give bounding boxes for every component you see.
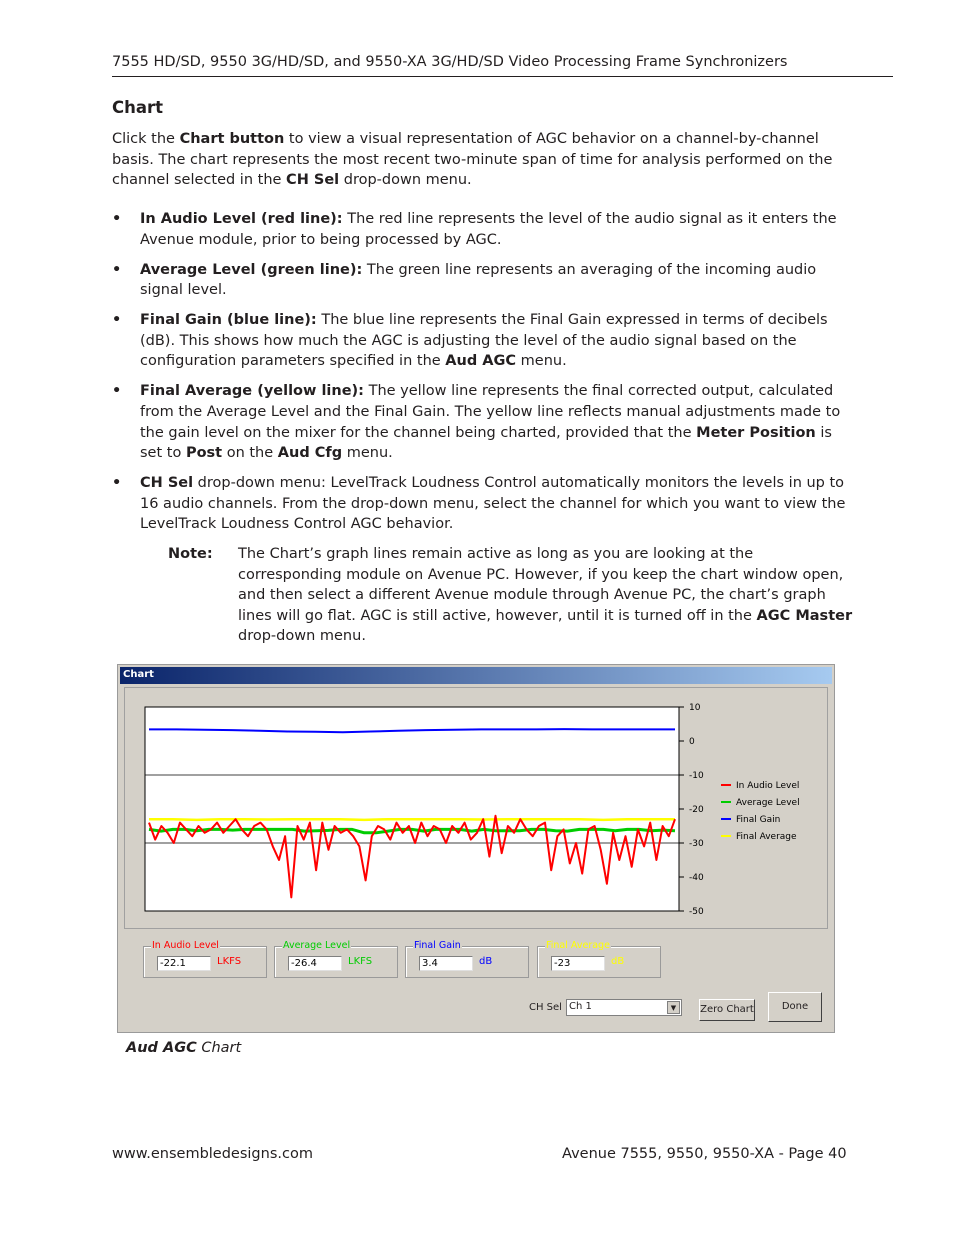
- caption-bold: Aud AGC: [126, 1040, 197, 1056]
- final-gain-field[interactable]: 3.4: [419, 956, 473, 971]
- bullet-dot: •: [112, 261, 122, 278]
- note-text: [238, 544, 858, 647]
- bullet-bold: Aud AGC: [445, 353, 517, 370]
- bullet-dot: •: [112, 475, 122, 492]
- final-average-unit: dB: [611, 956, 625, 967]
- ch-sel-value: Ch 1: [569, 1001, 592, 1012]
- bullet-term: CH Sel: [140, 475, 194, 492]
- bullet-text: The blue line represents the Final Gain expressed in terms of decibels (dB). This shows how much the AGC is adjusting the level of the audio signal based on the configuration parameters specified in the: [140, 312, 828, 370]
- average-level-unit: LKFS: [348, 956, 373, 967]
- legend-label: Final Gain: [736, 815, 781, 825]
- chart-window: [117, 664, 835, 1033]
- y-tick-label: -20: [689, 805, 704, 815]
- bullet-bold: Aud Cfg: [277, 445, 343, 462]
- bullet-text: menu.: [342, 445, 393, 462]
- section-title: Chart: [112, 98, 164, 117]
- figure-caption: [126, 1040, 241, 1056]
- bullet-term: In Audio Level (red line):: [140, 211, 343, 227]
- bullet-final-average: [112, 381, 854, 463]
- bullet-term: Final Average (yellow line):: [140, 383, 364, 400]
- bullet-tail: menu.: [516, 353, 567, 370]
- plot-area: [145, 707, 679, 911]
- footer-website: www.ensembledesigns.com: [112, 1146, 313, 1162]
- zero-chart-button[interactable]: Zero Chart: [699, 999, 755, 1021]
- average-level-field[interactable]: -26.4: [288, 956, 342, 971]
- in-audio-level-field[interactable]: -22.1: [157, 956, 211, 971]
- bullet-text: The green line represents an averaging of the incoming audio signal level.: [140, 261, 817, 299]
- intro-text-3: drop-down menu.: [339, 172, 472, 189]
- legend-label: Average Level: [736, 798, 800, 808]
- bullet-in-audio-level: [112, 209, 854, 250]
- note-text-1: The Chart’s graph lines remain active as long as you are looking at the corresponding module on Avenue PC. However, if you keep the chart window open, and then select a different Avenue module through Avenue PC, the chart’s graph lines will go flat. AGC is still active, however, until it is turned off in the: [238, 546, 844, 624]
- in-audio-level-unit: LKFS: [217, 956, 242, 967]
- running-header: 7555 HD/SD, 9550 3G/HD/SD, and 9550-XA 3G/HD/SD Video Processing Frame Synchronizers: [112, 54, 788, 70]
- note-block: [168, 544, 858, 647]
- y-tick-label: -40: [689, 873, 704, 883]
- bullet-text: The yellow line represents the final corrected output, calculated from the Average Level and the Final Gain. The yellow line reflects manual adjustments made to the gain level on the mixer for the channel being charted, provided that the: [140, 383, 841, 441]
- average-level-group: [274, 940, 398, 978]
- window-title: Chart: [123, 669, 154, 680]
- y-tick-label: -10: [689, 771, 704, 781]
- bullet-text: drop-down menu: LevelTrack Loudness Control automatically monitors the levels in up to 16 audio channels. From the drop-down menu, select the channel for which you want to view the LevelTrack Loudness Control AGC behavior.: [140, 475, 846, 533]
- y-tick-label: 10: [689, 703, 701, 713]
- bullet-dot: •: [112, 383, 122, 400]
- intro-bold-1: Chart button: [179, 131, 285, 147]
- final-gain-label: Final Gain: [414, 940, 461, 951]
- bullet-ch-sel: [112, 473, 854, 535]
- bullet-final-gain: [112, 310, 854, 372]
- bullet-average-level: [112, 260, 854, 301]
- legend-label: In Audio Level: [736, 781, 800, 791]
- legend-label: Final Average: [736, 832, 797, 842]
- note-bold: AGC Master: [756, 607, 853, 624]
- final-average-label: Final Average: [546, 940, 610, 951]
- bullet-bold: Meter Position: [696, 424, 816, 441]
- bullet-text: is set to: [140, 424, 832, 462]
- final-gain-unit: dB: [479, 956, 493, 967]
- in-audio-level-group: [143, 940, 267, 978]
- bullet-list: [112, 209, 854, 544]
- final-average-group: [537, 940, 661, 978]
- bullet-term: Final Gain (blue line):: [140, 312, 317, 329]
- y-tick-label: 0: [689, 737, 695, 747]
- bullet-bold: Post: [185, 445, 223, 462]
- note-label: Note:: [168, 546, 213, 562]
- ch-sel-label: CH Sel: [529, 1002, 562, 1013]
- intro-bold-2: CH Sel: [286, 172, 340, 189]
- bullet-dot: •: [112, 211, 122, 227]
- y-tick-label: -30: [689, 839, 704, 849]
- y-tick-label: -50: [689, 907, 704, 917]
- series-line-final-average: [149, 819, 675, 820]
- final-gain-group: [405, 940, 529, 978]
- average-level-label: Average Level: [283, 940, 351, 951]
- done-button[interactable]: Done: [768, 992, 822, 1022]
- in-audio-level-label: In Audio Level: [152, 940, 219, 951]
- bullet-text: The red line represents the level of the audio signal as it enters the Avenue module, prior to being processed by AGC.: [140, 211, 837, 248]
- intro-text-1: Click the: [112, 131, 180, 147]
- footer-page: Avenue 7555, 9550, 9550-XA - Page 40: [562, 1146, 847, 1162]
- header-rule: [112, 76, 893, 77]
- bullet-dot: •: [112, 312, 122, 329]
- final-average-field[interactable]: -23: [551, 956, 605, 971]
- chevron-down-icon[interactable]: ▼: [667, 1001, 680, 1014]
- bullet-text: on the: [222, 445, 278, 462]
- intro-paragraph: [112, 129, 852, 191]
- caption-text: Chart: [196, 1040, 242, 1056]
- note-text-2: drop-down menu.: [238, 628, 366, 645]
- intro-text-2: to view a visual representation of AGC behavior on a channel-by-channel basis. The chart represents the most recent two-minute span of time for analysis performed on the channel selected in the: [112, 131, 833, 189]
- bullet-term: Average Level (green line):: [140, 261, 363, 278]
- ch-sel-dropdown[interactable]: [566, 999, 682, 1016]
